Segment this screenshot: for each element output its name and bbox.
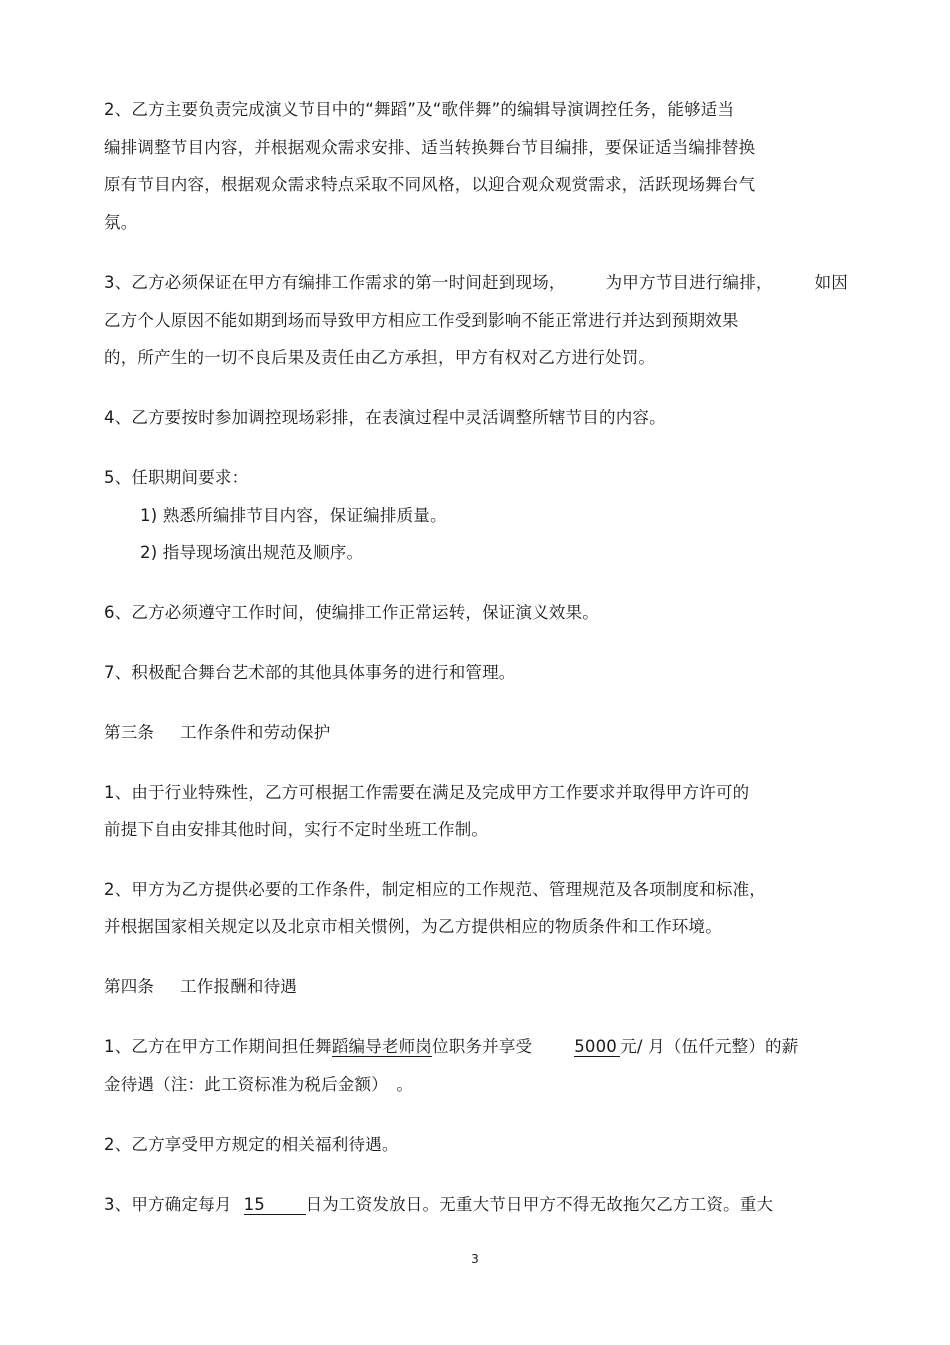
section-4-clause-1-line-2: 金待遇（注：此工资标准为税后金额） 。	[104, 1075, 414, 1094]
clause-3-line-1	[104, 272, 848, 294]
section-4-clause-2: 2、乙方享受甲方规定的相关福利待遇。	[104, 1135, 399, 1154]
page-number: 3	[471, 1252, 479, 1266]
section-3-clause-1-line-1: 1、由于行业特殊性，乙方可根据工作需要在满足及完成甲方工作要求并取得甲方许可的	[104, 783, 750, 802]
clause-5-item-1: 1) 熟悉所编排节目内容，保证编排质量。	[140, 506, 447, 525]
section-4-title: 工作报酬和待遇	[180, 977, 298, 996]
salary-clause-suffix: 元/ 月（伍仟元整）的薪	[620, 1037, 799, 1056]
clause-2-line-3: 原有节目内容，根据观众需求特点采取不同风格，以迎合观众观赏需求，活跃现场舞台气	[104, 175, 756, 194]
salary-amount: 5000	[574, 1037, 620, 1057]
payday-clause-suffix: 日为工资发放日。无重大节日甲方不得无故拖欠乙方工资。重大	[305, 1195, 774, 1214]
section-4-heading	[104, 976, 297, 998]
section-3-heading	[104, 722, 330, 744]
clause-7: 7、积极配合舞台艺术部的其他具体事务的进行和管理。	[104, 663, 516, 682]
section-4-number: 第四条	[104, 977, 155, 996]
clause-2-line-1: 2、乙方主要负责完成演义节目中的“舞蹈”及“歌伴舞”的编辑导演调控任务，能够适当	[104, 100, 735, 119]
clause-3-line-3: 的，所产生的一切不良后果及责任由乙方承担，甲方有权对乙方进行处罚。	[104, 348, 656, 367]
clause-3-line-2: 乙方个人原因不能如期到场而导致甲方相应工作受到影响不能正常进行并达到预期效果	[104, 311, 739, 330]
clause-3-part-a: 3、乙方必须保证在甲方有编排工作需求的第一时间赶到现场，	[104, 273, 566, 292]
clause-3-part-c: 如因	[814, 273, 849, 292]
section-3-clause-2-line-1: 2、甲方为乙方提供必要的工作条件，制定相应的工作规范、管理规范及各项制度和标准，	[104, 880, 766, 899]
position-title: 蹈编导老师岗	[331, 1037, 433, 1056]
salary-clause-middle: 位职务并享受	[432, 1037, 533, 1056]
section-4-clause-1-line-1	[104, 1036, 798, 1058]
section-4-clause-3	[104, 1194, 773, 1216]
clause-6: 6、乙方必须遵守工作时间，使编排工作正常运转，保证演义效果。	[104, 603, 599, 622]
section-3-number: 第三条	[104, 723, 155, 742]
section-3-title: 工作条件和劳动保护	[180, 723, 331, 742]
section-3-clause-2-line-2: 并根据国家相关规定以及北京市相关惯例，为乙方提供相应的物质条件和工作环境。	[104, 917, 722, 936]
clause-2-line-2: 编排调整节目内容，并根据观众需求安排、适当转换舞台节目编排，要保证适当编排替换	[104, 138, 756, 157]
clause-2-line-4: 氛。	[104, 213, 138, 232]
payday-value: 15	[244, 1195, 306, 1215]
clause-5-item-2: 2) 指导现场演出规范及顺序。	[140, 543, 364, 562]
section-3-clause-1-line-2: 前提下自由安排其他时间，实行不定时坐班工作制。	[104, 820, 489, 839]
salary-clause-prefix: 1、乙方在甲方工作期间担任舞	[104, 1037, 332, 1056]
clause-3-part-b: 为甲方节目进行编排，	[605, 273, 773, 292]
payday-clause-prefix: 3、甲方确定每月	[104, 1195, 232, 1214]
clause-4: 4、乙方要按时参加调控现场彩排，在表演过程中灵活调整所辖节目的内容。	[104, 408, 666, 427]
clause-5-title: 5、任职期间要求：	[104, 468, 249, 487]
